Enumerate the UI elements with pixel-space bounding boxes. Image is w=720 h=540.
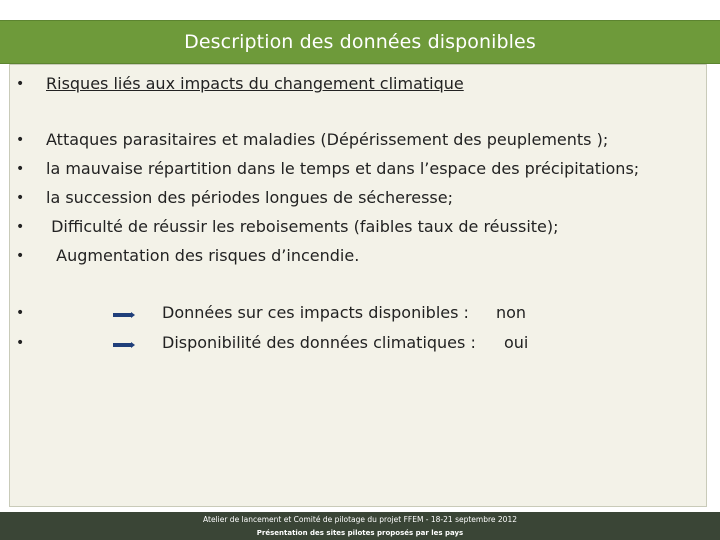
footer-event-text: Atelier de lancement et Comité de pilotage du projet FFEM - 18-21 septembre 2012 xyxy=(203,515,517,524)
bullet-icon: • xyxy=(16,132,25,148)
bullet-icon: • xyxy=(16,219,25,235)
risk-text: la mauvaise répartition dans le temps et dans l’espace des précipitations; xyxy=(46,159,640,178)
availability-label: Données sur ces impacts disponibles : xyxy=(162,303,469,322)
bullet-icon: • xyxy=(16,76,25,92)
risk-text: la succession des périodes longues de sécheresse; xyxy=(46,188,453,207)
bullet-icon: • xyxy=(16,248,25,264)
right-arrow-icon xyxy=(113,312,135,318)
availability-value: non xyxy=(496,303,527,322)
bullet-icon: • xyxy=(16,305,25,321)
bullet-icon: • xyxy=(16,161,25,177)
risk-text: Augmentation des risques d’incendie. xyxy=(46,246,360,265)
title-bar xyxy=(0,20,720,64)
footer-bar xyxy=(0,512,720,540)
availability-value: oui xyxy=(504,333,529,352)
page-title: Description des données disponibles xyxy=(184,31,536,53)
risk-text: Attaques parasitaires et maladies (Dépérissement des peuplements ); xyxy=(46,130,609,149)
footer-subtitle: Présentation des sites pilotes proposés par les pays xyxy=(256,529,464,537)
risk-section-heading: Risques liés aux impacts du changement climatique xyxy=(46,74,464,93)
right-arrow-icon xyxy=(113,342,135,348)
availability-label: Disponibilité des données climatiques : xyxy=(162,333,476,352)
bullet-icon: • xyxy=(16,190,25,206)
risk-text: Difficulté de réussir les reboisements (faibles taux de réussite); xyxy=(46,217,559,236)
bullet-icon: • xyxy=(16,335,25,351)
